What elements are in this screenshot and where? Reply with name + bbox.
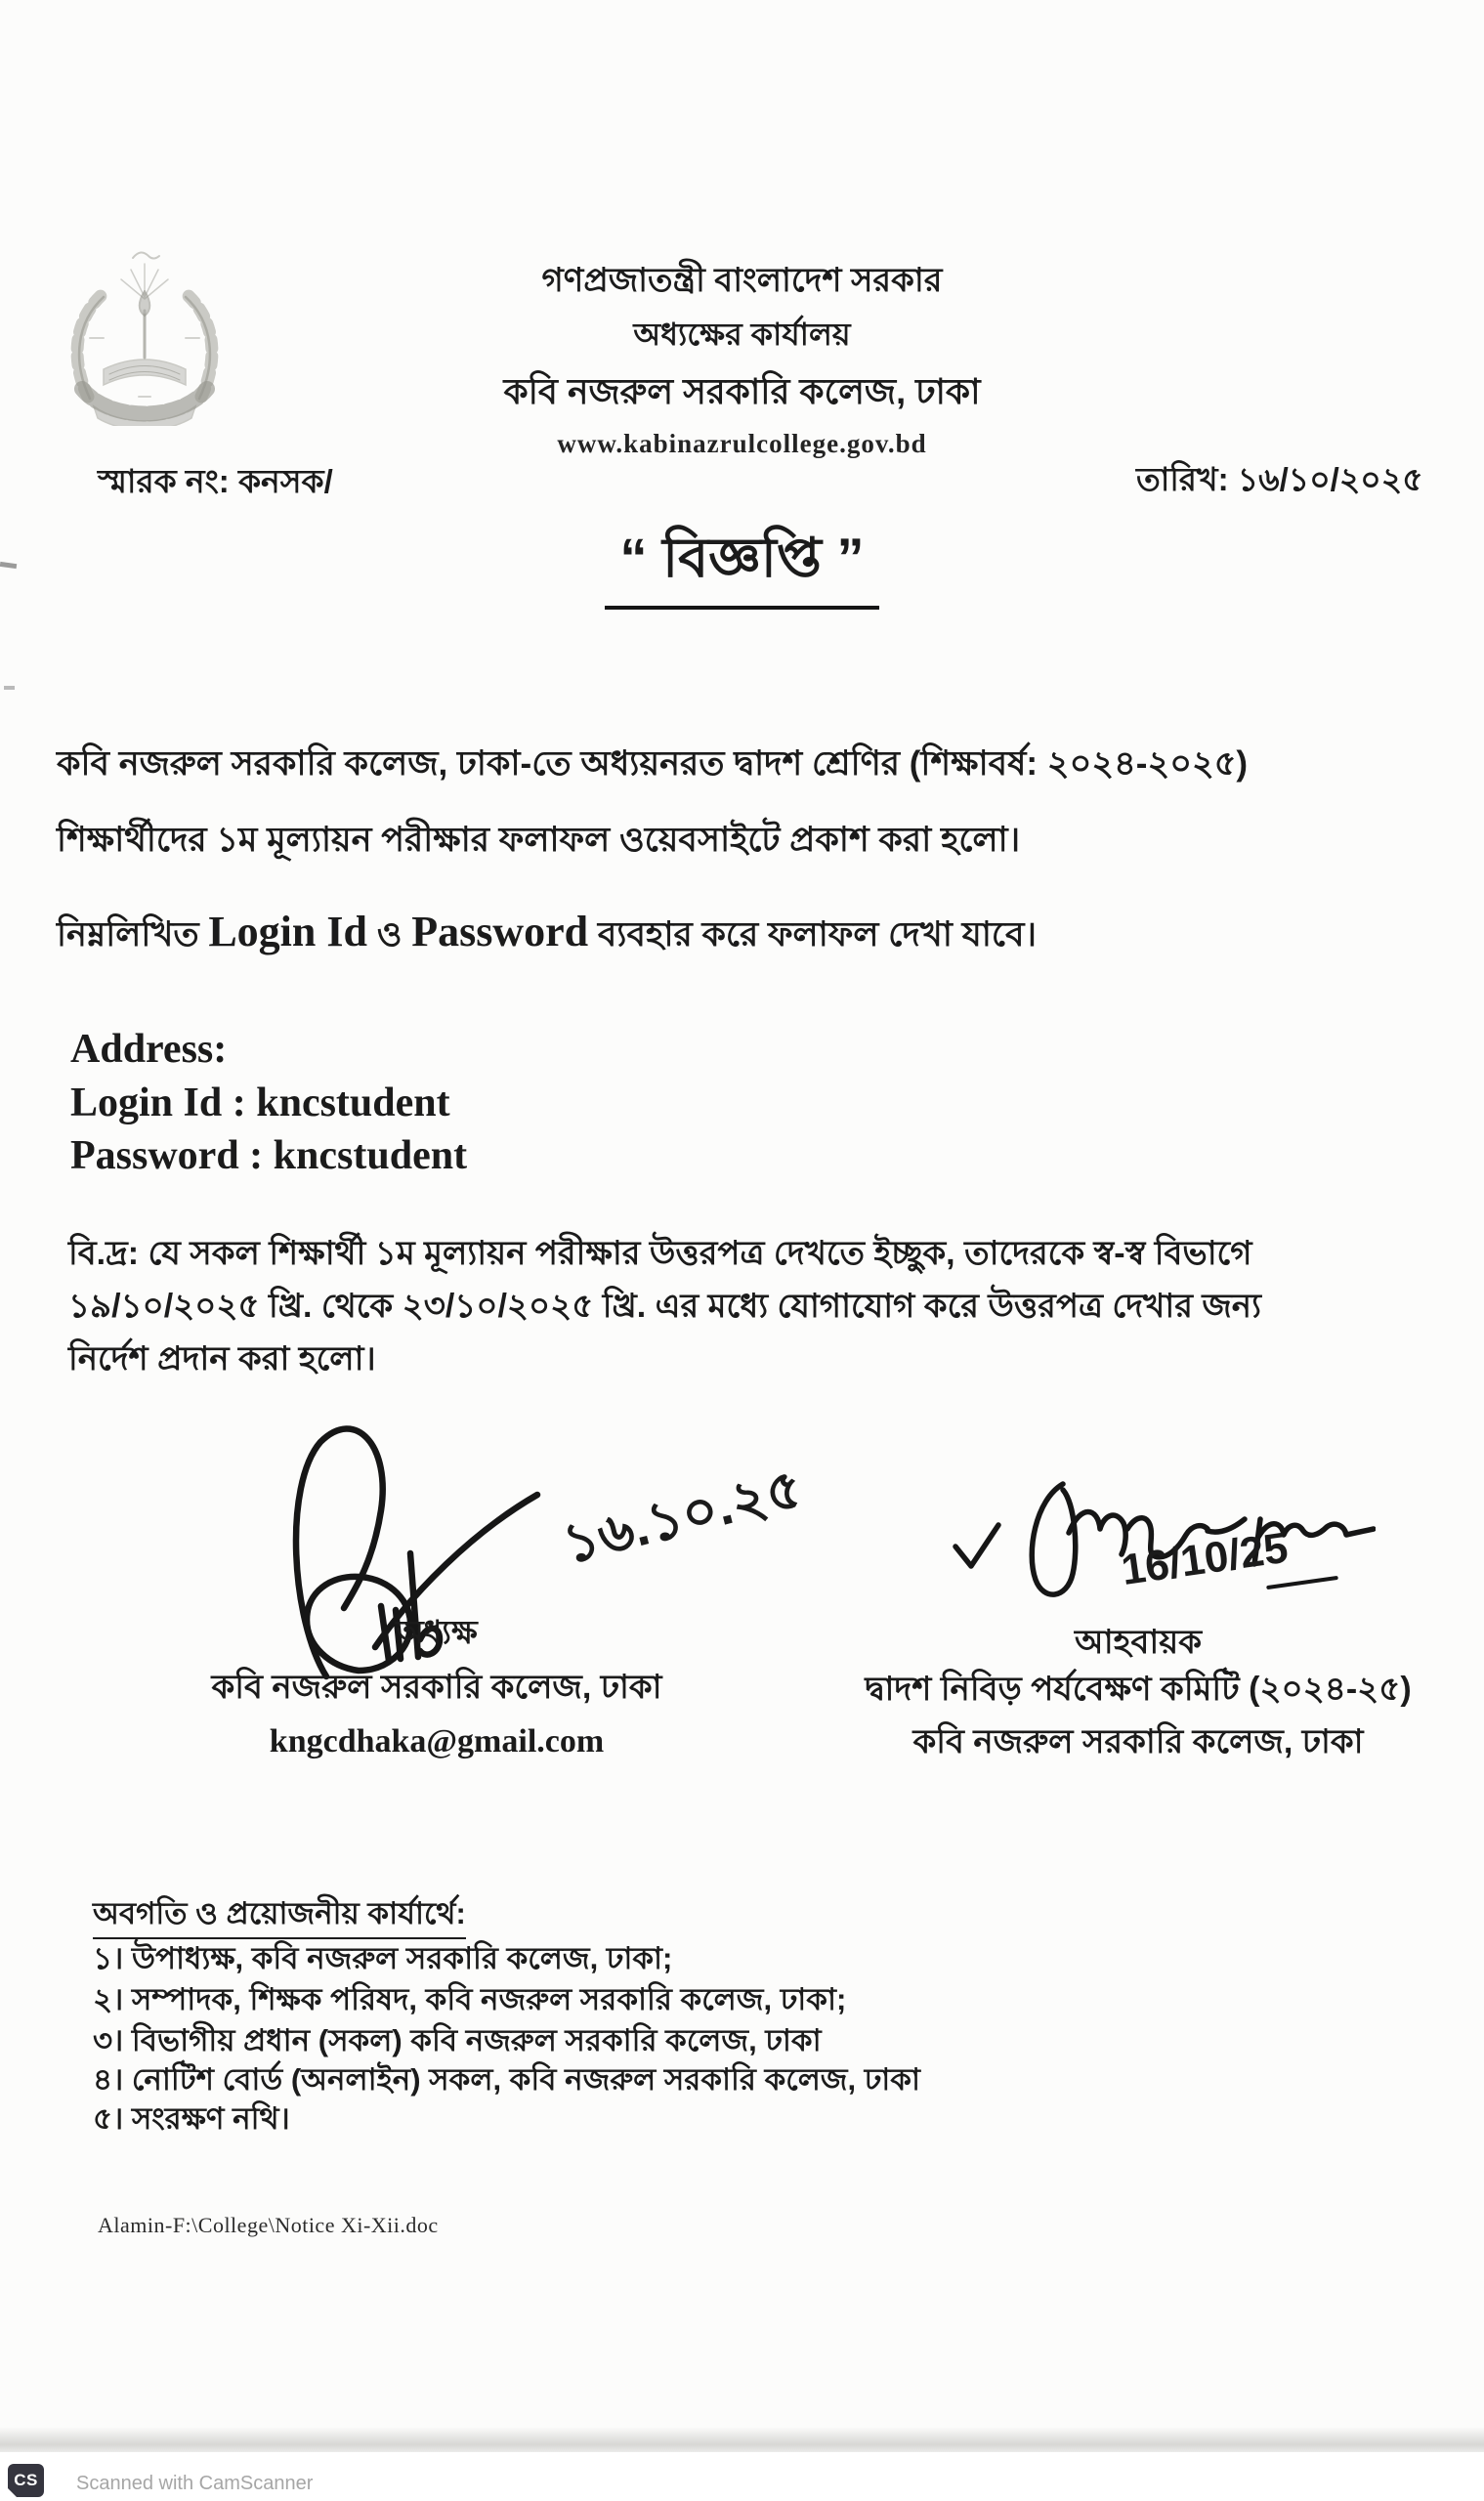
document-file-path: Alamin-F:\College\Notice Xi-Xii.doc (98, 2213, 439, 2237)
principal-college-line: কবি নজরুল সরকারি কলেজ, ঢাকা (211, 1669, 662, 1706)
check-mark-path (955, 1525, 998, 1566)
handwritten-date-right: 16/10/25 (1118, 1523, 1292, 1595)
distribution-item: ২। সম্পাদক, শিক্ষক পরিষদ, কবি নজরুল সরকারি কলেজ, ঢাকা; (93, 1982, 847, 2016)
notice-title: “ বিজ্ঞপ্তি ” (605, 524, 880, 610)
handwritten-date-left: ১৬.১০.২৫ (556, 1456, 808, 1576)
scan-artifact (4, 686, 15, 690)
distribution-item: ৩। বিভাগীয় প্রধান (সকল) কবি নজরুল সরকারি কলেজ, ঢাকা (93, 2023, 822, 2057)
committee-name: দ্বাদশ নিবিড় পর্যবেক্ষণ কমিটি (২০২৪-২৫) (865, 1671, 1412, 1708)
password-word: Password (411, 908, 589, 955)
office-line: অধ্যক্ষের কার্যালয় (633, 317, 851, 352)
distribution-item: ১। উপাধ্যক্ষ, কবি নজরুল সরকারি কলেজ, ঢাকা; (93, 1941, 673, 1975)
camscanner-icon-fold (8, 2488, 17, 2497)
camscanner-icon-label: CS (14, 2471, 38, 2490)
distribution-item: ৪। নোটিশ বোর্ড (অনলাইন) সকল, কবি নজরুল সরকারি কলেজ, ঢাকা (93, 2062, 920, 2097)
login-instruction-bn: নিম্নলিখিত (57, 915, 209, 954)
login-instruction-line (57, 905, 1037, 958)
college-website: www.kabinazrulcollege.gov.bd (557, 429, 927, 458)
body-paragraph-line: শিক্ষার্থীদের ১ম মূল্যায়ন পরীক্ষার ফলাফল ওয়েবসাইটে প্রকাশ করা হলো। (57, 821, 1021, 859)
camscanner-icon (8, 2464, 44, 2497)
login-instruction-bn: ব্যবহার করে ফলাফল দেখা যাবে। (588, 915, 1037, 954)
principal-designation: অধ্যক্ষ (396, 1614, 478, 1650)
distribution-item: ৫। সংরক্ষণ নথি। (93, 2101, 290, 2136)
distribution-heading-row (93, 1895, 466, 1939)
college-email: kngcdhaka@gmail.com (269, 1723, 605, 1759)
note-line: ১৯/১০/২০২৫ খ্রি. থেকে ২৩/১০/২০২৫ খ্রি. এর মধ্যে যোগাযোগ করে উত্তরপত্র দেখার জন্য (68, 1288, 1261, 1325)
camscanner-caption: Scanned with CamScanner (76, 2473, 314, 2494)
password-value: Password : kncstudent (70, 1133, 468, 1178)
note-line: নির্দেশ প্রদান করা হলো। (68, 1340, 376, 1378)
address-label: Address: (70, 1027, 228, 1072)
government-line: গণপ্রজাতন্ত্রী বাংলাদেশ সরকার (541, 262, 943, 299)
body-paragraph-line: কবি নজরুল সরকারি কলেজ, ঢাকা-তে অধ্যয়নরত দ্বাদশ শ্রেণির (শিক্ষাবর্ষ: ২০২৪-২০২৫) (57, 744, 1249, 783)
memo-number: স্মারক নং: কনসক/ (98, 463, 333, 499)
login-id-word: Login Id (208, 908, 367, 955)
login-instruction-bn: ও (366, 915, 412, 954)
login-id-value: Login Id : kncstudent (70, 1081, 450, 1125)
college-name-line: কবি নজরুল সরকারি কলেজ, ঢাকা (503, 371, 981, 411)
notice-title-row (0, 524, 1484, 610)
distribution-heading: অবগতি ও প্রয়োজনীয় কার্যার্থে: (93, 1895, 466, 1939)
convener-designation: আহবায়ক (1074, 1624, 1203, 1661)
notice-date: তারিখ: ১৬/১০/২০২৫ (1136, 461, 1423, 497)
note-line: বি.দ্র: যে সকল শিক্ষার্থী ১ম মূল্যায়ন পরীক্ষার উত্তরপত্র দেখতে ইচ্ছুক, তাদেরকে স্ব-স্ব বিভাগে (68, 1235, 1252, 1272)
convener-college-line: কবি নজরুল সরকারি কলেজ, ঢাকা (912, 1723, 1364, 1760)
